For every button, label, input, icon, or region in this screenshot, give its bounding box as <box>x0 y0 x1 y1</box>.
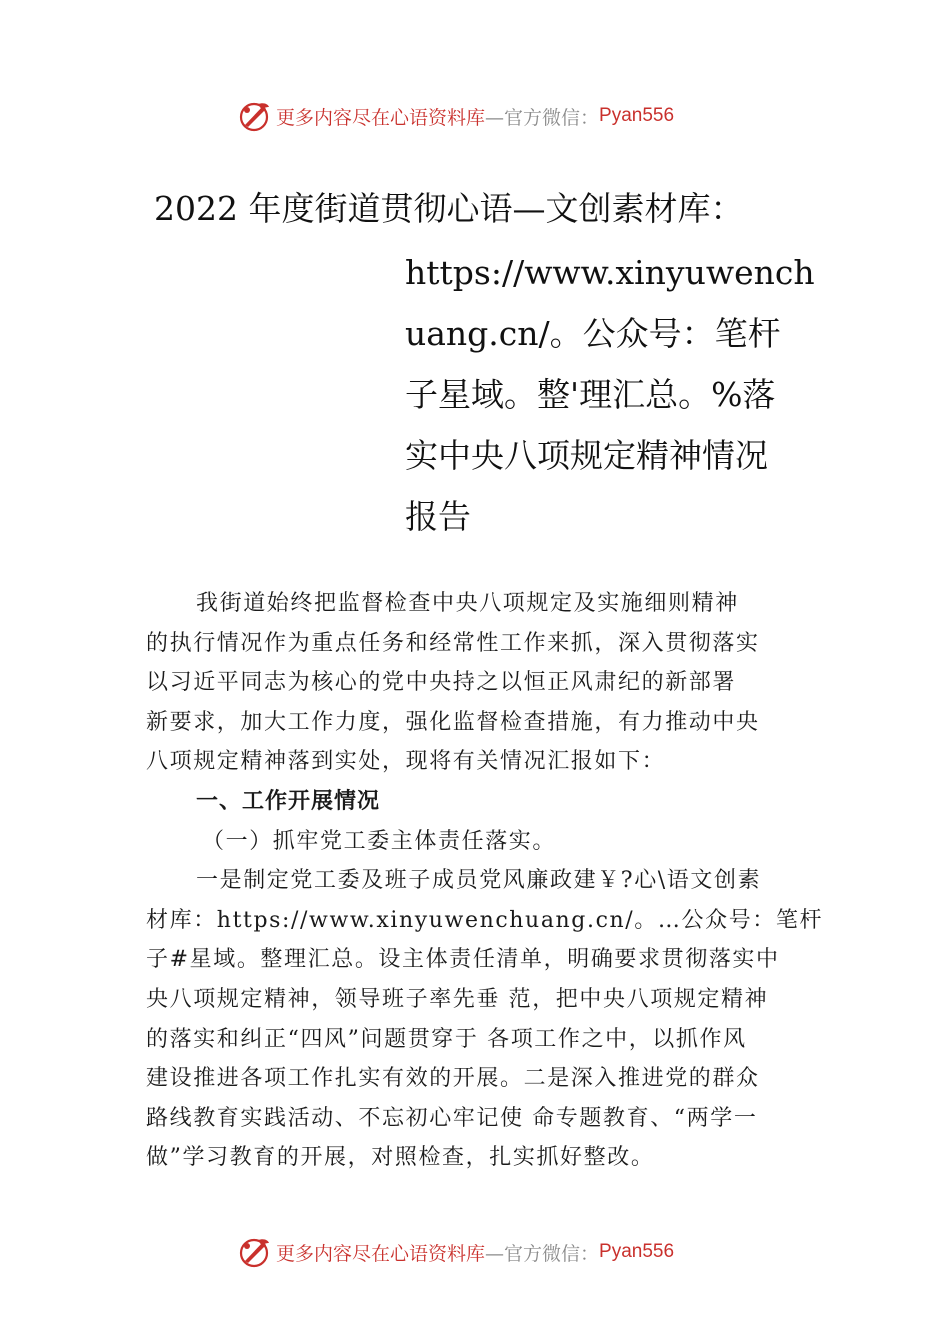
paragraph-line: 我街道始终把监督检查中央八项规定及实施细则精神 <box>196 591 739 616</box>
paragraph-line: 路线教育实践活动、不忘初心牢记使 命专题教育、“两学一 <box>146 1105 758 1131</box>
title-line: https://www.xinyuwench <box>405 253 815 292</box>
footer-banner <box>236 1232 674 1272</box>
document-title-block <box>405 242 815 547</box>
title-line: 子星域。整'理汇总。%落 <box>405 375 776 414</box>
paragraph-line: 材库：https://www.xinyuwenchuang.cn/。…公众号：笔杆 <box>146 907 824 933</box>
paragraph-line: 的执行情况作为重点任务和经常性工作来抓，深入贯彻落实 <box>146 630 760 656</box>
document-body <box>146 584 826 1178</box>
document-title-line1: 2022 年度街道贯彻心语—文创素材库： <box>154 189 744 228</box>
subsection-heading: （一）抓牢党工委主体责任落实。 <box>202 828 557 854</box>
title-line: uang.cn/。公众号：笔杆 <box>405 314 781 353</box>
banner-separator: —官方微信： <box>485 1242 600 1265</box>
title-line: 实中央八项规定精神情况 <box>405 436 768 475</box>
banner-slogan: 更多内容尽在心语资料库 <box>276 106 486 129</box>
banner-wechat-id: Pyan556 <box>599 1241 675 1262</box>
title-line: 报告 <box>405 497 471 536</box>
quill-logo-icon <box>236 1234 272 1270</box>
paragraph-line: 的落实和纠正“四风”问题贯穿于 各项工作之中，以抓作风 <box>146 1026 747 1052</box>
paragraph-line: 建设推进各项工作扎实有效的开展。二是深入推进党的群众 <box>146 1066 760 1092</box>
paragraph-line: 以习近平同志为核心的党中央持之以恒正风肃纪的新部署 <box>146 670 737 696</box>
section-heading: 一、工作开展情况 <box>196 788 381 814</box>
banner-wechat-id: Pyan556 <box>599 105 675 126</box>
paragraph-line: 八项规定精神落到实处，现将有关情况汇报如下： <box>146 749 666 775</box>
paragraph-line: 做”学习教育的开展，对照检查，扎实抓好整改。 <box>146 1145 655 1171</box>
paragraph-line: 一是制定党工委及班子成员党风廉政建￥?心\语文创素 <box>196 868 762 894</box>
paragraph-line: 子#星域。整理汇总。设主体责任清单，明确要求贯彻落实中 <box>146 947 780 973</box>
quill-logo-icon <box>236 98 272 134</box>
banner-slogan: 更多内容尽在心语资料库 <box>276 1242 486 1265</box>
banner-separator: —官方微信： <box>485 106 600 129</box>
paragraph-line: 央八项规定精神，领导班子率先垂 范，把中央八项规定精神 <box>146 986 769 1012</box>
paragraph-line: 新要求，加大工作力度，强化监督检查措施，有力推动中央 <box>146 709 760 735</box>
header-banner <box>236 96 674 136</box>
